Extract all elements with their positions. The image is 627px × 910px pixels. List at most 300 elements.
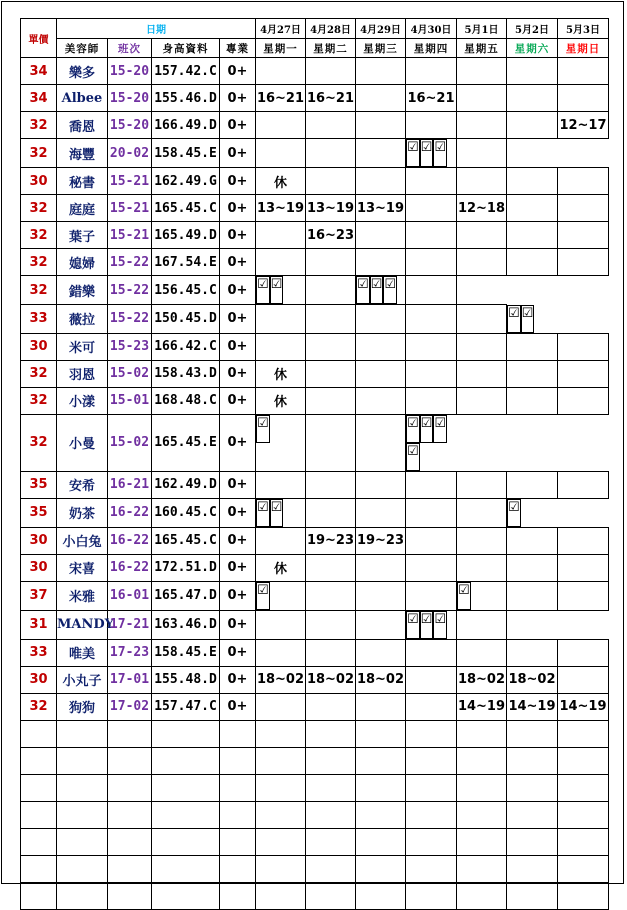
shift-cell: 15-02 xyxy=(108,414,152,471)
table-row xyxy=(21,195,609,222)
day-cell xyxy=(457,305,507,334)
table-row xyxy=(21,471,609,498)
empty-cell xyxy=(457,747,507,774)
day-cell xyxy=(507,639,558,666)
day-cell xyxy=(558,387,609,414)
empty-cell xyxy=(152,855,220,882)
empty-cell xyxy=(21,720,57,747)
special-cell: 0+ xyxy=(220,554,256,581)
day-cell xyxy=(457,360,507,387)
empty-cell xyxy=(457,720,507,747)
column-header-special: 專業 xyxy=(220,39,256,58)
empty-cell xyxy=(108,774,152,801)
day-cell xyxy=(406,333,457,360)
checkbox-checked-icon: ☑ xyxy=(507,305,521,333)
day-cell xyxy=(306,387,356,414)
checkbox-checked-icon: ☑ xyxy=(256,415,270,443)
empty-cell xyxy=(356,828,406,855)
table-row xyxy=(21,527,609,554)
stylist-name-cell: 奶茶 xyxy=(57,498,108,527)
empty-cell xyxy=(457,828,507,855)
stats-cell: 158.45.E xyxy=(152,639,220,666)
day-cell xyxy=(507,222,558,249)
empty-cell xyxy=(558,855,609,882)
empty-cell xyxy=(152,774,220,801)
special-cell: 0+ xyxy=(220,498,256,527)
day-cell xyxy=(256,58,306,85)
day-cell xyxy=(406,471,457,498)
stylist-name-cell: 樂多 xyxy=(57,58,108,85)
day-cell xyxy=(558,168,609,195)
weekday-cell: 星期一 xyxy=(256,39,306,58)
day-cell xyxy=(356,387,406,414)
weekday-cell: 星期二 xyxy=(306,39,356,58)
stylist-name-cell: 小丸子 xyxy=(57,666,108,693)
price-cell: 32 xyxy=(21,276,57,305)
empty-row xyxy=(21,747,609,774)
day-cell xyxy=(406,639,457,666)
checkbox-checked-icon: ☑ xyxy=(420,415,434,443)
day-cell xyxy=(406,222,457,249)
day-cell: 12~18 xyxy=(457,195,507,222)
special-cell: 0+ xyxy=(220,58,256,85)
empty-cell xyxy=(356,801,406,828)
date-cell: 4月29日 xyxy=(356,19,406,39)
empty-cell xyxy=(558,747,609,774)
day-cell xyxy=(507,249,558,276)
checkbox-checked-icon: ☑ xyxy=(256,276,270,304)
stats-cell: 166.49.D xyxy=(152,112,220,139)
day-cell xyxy=(306,249,356,276)
day-cell xyxy=(457,554,507,581)
day-cell xyxy=(306,414,356,471)
stylist-name-cell: MANDY xyxy=(57,610,108,639)
shift-cell: 15-20 xyxy=(108,85,152,112)
price-cell: 30 xyxy=(21,554,57,581)
shift-cell: 17-02 xyxy=(108,693,152,720)
day-cell xyxy=(406,305,457,334)
stats-cell: 165.45.E xyxy=(152,414,220,471)
checkbox-checked-icon: ☑ xyxy=(433,139,447,167)
date-cell: 5月1日 xyxy=(457,19,507,39)
day-cell xyxy=(457,58,507,85)
checkbox-checked-icon: ☑ xyxy=(420,139,434,167)
empty-cell xyxy=(356,882,406,909)
column-header-shift: 班次 xyxy=(108,39,152,58)
day-cell xyxy=(356,639,406,666)
empty-cell xyxy=(306,882,356,909)
stats-cell: 162.49.G xyxy=(152,168,220,195)
table-row xyxy=(21,610,609,639)
day-cell xyxy=(356,305,406,334)
empty-cell xyxy=(21,828,57,855)
day-cell xyxy=(306,112,356,139)
day-cell xyxy=(306,610,356,639)
stats-cell: 165.45.C xyxy=(152,195,220,222)
day-cell xyxy=(306,333,356,360)
shift-cell: 15-02 xyxy=(108,360,152,387)
empty-cell xyxy=(558,801,609,828)
stylist-name-cell: 狗狗 xyxy=(57,693,108,720)
stylist-name-cell: 喬恩 xyxy=(57,112,108,139)
special-cell: 0+ xyxy=(220,249,256,276)
empty-cell xyxy=(220,774,256,801)
empty-cell xyxy=(108,855,152,882)
special-cell: 0+ xyxy=(220,527,256,554)
stats-cell: 165.47.D xyxy=(152,581,220,610)
price-cell: 32 xyxy=(21,249,57,276)
empty-cell xyxy=(152,720,220,747)
empty-cell xyxy=(220,801,256,828)
table-row xyxy=(21,666,609,693)
day-cell xyxy=(306,471,356,498)
special-cell: 0+ xyxy=(220,222,256,249)
table-row xyxy=(21,305,609,334)
day-cell: 休 xyxy=(256,554,306,581)
day-cell xyxy=(306,168,356,195)
price-cell: 32 xyxy=(21,222,57,249)
stats-cell: 163.46.D xyxy=(152,610,220,639)
day-cell xyxy=(558,527,609,554)
day-cell xyxy=(558,360,609,387)
day-cell: 18~02 xyxy=(306,666,356,693)
day-cell: 18~02 xyxy=(256,666,306,693)
special-cell: 0+ xyxy=(220,666,256,693)
shift-cell: 15-22 xyxy=(108,249,152,276)
empty-cell xyxy=(152,828,220,855)
day-cell xyxy=(406,693,457,720)
shift-cell: 16-22 xyxy=(108,554,152,581)
checkbox-checked-icon: ☑ xyxy=(256,582,270,610)
empty-row xyxy=(21,720,609,747)
checkbox-checked-icon: ☑ xyxy=(433,611,447,639)
empty-cell xyxy=(306,855,356,882)
day-cell xyxy=(558,639,609,666)
day-cell xyxy=(256,249,306,276)
price-cell: 32 xyxy=(21,139,57,168)
day-cell xyxy=(356,139,406,168)
day-cell xyxy=(558,471,609,498)
day-cell xyxy=(356,222,406,249)
stylist-name-cell: 羽恩 xyxy=(57,360,108,387)
price-cell: 33 xyxy=(21,639,57,666)
stats-cell: 155.46.D xyxy=(152,85,220,112)
price-cell: 32 xyxy=(21,360,57,387)
table-row xyxy=(21,693,609,720)
empty-cell xyxy=(152,882,220,909)
column-header-stylist: 美容師 xyxy=(57,39,108,58)
day-cell xyxy=(507,112,558,139)
day-cell xyxy=(306,305,356,334)
day-cell xyxy=(406,498,457,527)
empty-cell xyxy=(21,882,57,909)
empty-cell xyxy=(256,801,306,828)
table-row xyxy=(21,85,609,112)
empty-cell xyxy=(507,828,558,855)
stats-cell: 157.47.C xyxy=(152,693,220,720)
empty-cell xyxy=(220,747,256,774)
day-cell xyxy=(356,498,406,527)
stylist-name-cell: 宋喜 xyxy=(57,554,108,581)
date-cell: 5月2日 xyxy=(507,19,558,39)
day-cell xyxy=(256,639,306,666)
empty-cell xyxy=(220,882,256,909)
day-cell xyxy=(356,471,406,498)
header-row-dates xyxy=(21,19,609,39)
day-cell xyxy=(406,527,457,554)
stylist-name-cell: 安希 xyxy=(57,471,108,498)
day-cell: 14~19 xyxy=(558,693,609,720)
empty-cell xyxy=(57,801,108,828)
day-cell: 18~02 xyxy=(356,666,406,693)
day-cell xyxy=(356,333,406,360)
empty-cell xyxy=(306,774,356,801)
empty-cell xyxy=(356,720,406,747)
checkbox-checked-icon: ☑ xyxy=(457,582,471,610)
checkbox-checked-icon: ☑ xyxy=(356,276,370,304)
special-cell: 0+ xyxy=(220,85,256,112)
day-cell xyxy=(406,360,457,387)
day-cell xyxy=(306,276,356,305)
table-row xyxy=(21,139,609,168)
day-cell xyxy=(406,276,457,305)
special-cell: 0+ xyxy=(220,305,256,334)
special-cell: 0+ xyxy=(220,112,256,139)
day-cell xyxy=(406,195,457,222)
empty-cell xyxy=(356,774,406,801)
shift-cell: 17-21 xyxy=(108,610,152,639)
day-cell: 13~19 xyxy=(306,195,356,222)
stats-cell: 172.51.D xyxy=(152,554,220,581)
checkbox-checked-icon: ☑ xyxy=(406,415,420,443)
empty-cell xyxy=(220,828,256,855)
day-cell: 14~19 xyxy=(507,693,558,720)
empty-cell xyxy=(558,882,609,909)
empty-cell xyxy=(108,882,152,909)
empty-cell xyxy=(457,774,507,801)
shift-cell: 15-22 xyxy=(108,305,152,334)
date-cell: 4月28日 xyxy=(306,19,356,39)
checkbox-checked-icon: ☑ xyxy=(507,499,521,527)
stylist-name-cell: 小漾 xyxy=(57,387,108,414)
date-cell: 4月30日 xyxy=(406,19,457,39)
day-cell xyxy=(356,168,406,195)
shift-cell: 17-01 xyxy=(108,666,152,693)
stylist-name-cell: 庭庭 xyxy=(57,195,108,222)
special-cell: 0+ xyxy=(220,414,256,471)
day-cell xyxy=(457,387,507,414)
special-cell: 0+ xyxy=(220,581,256,610)
weekday-cell-sunday: 星期日 xyxy=(558,39,609,58)
date-header: 日期 xyxy=(57,19,256,39)
checkbox-checked-icon: ☑ xyxy=(270,499,284,527)
price-cell: 30 xyxy=(21,527,57,554)
day-cell: 19~23 xyxy=(306,527,356,554)
stats-cell: 160.45.C xyxy=(152,498,220,527)
shift-cell: 15-21 xyxy=(108,168,152,195)
checkbox-checked-icon: ☑ xyxy=(406,443,420,471)
empty-cell xyxy=(356,855,406,882)
day-cell: 休 xyxy=(256,387,306,414)
shift-cell: 15-20 xyxy=(108,112,152,139)
checkbox-checked-icon: ☑ xyxy=(420,611,434,639)
empty-cell xyxy=(406,774,457,801)
empty-cell xyxy=(406,720,457,747)
price-cell: 32 xyxy=(21,693,57,720)
table-row xyxy=(21,222,609,249)
empty-cell xyxy=(57,747,108,774)
day-cell: 18~02 xyxy=(457,666,507,693)
price-cell: 33 xyxy=(21,305,57,334)
empty-row xyxy=(21,855,609,882)
day-cell xyxy=(406,581,457,610)
empty-cell xyxy=(256,882,306,909)
empty-cell xyxy=(507,720,558,747)
price-cell: 31 xyxy=(21,610,57,639)
day-cell xyxy=(507,527,558,554)
day-cell: 13~19 xyxy=(356,195,406,222)
weekday-cell: 星期四 xyxy=(406,39,457,58)
price-cell: 32 xyxy=(21,195,57,222)
checkbox-checked-icon: ☑ xyxy=(406,139,420,167)
day-cell xyxy=(457,139,507,168)
stats-cell: 168.48.C xyxy=(152,387,220,414)
table-row xyxy=(21,360,609,387)
shift-cell: 15-20 xyxy=(108,58,152,85)
day-cell xyxy=(507,58,558,85)
empty-row xyxy=(21,828,609,855)
day-cell xyxy=(558,58,609,85)
shift-cell: 16-01 xyxy=(108,581,152,610)
empty-row xyxy=(21,774,609,801)
day-cell xyxy=(356,554,406,581)
special-cell: 0+ xyxy=(220,333,256,360)
empty-cell xyxy=(108,828,152,855)
day-cell xyxy=(356,610,406,639)
day-cell: 16~21 xyxy=(406,85,457,112)
stylist-name-cell: 米雅 xyxy=(57,581,108,610)
shift-cell: 16-22 xyxy=(108,498,152,527)
stats-cell: 150.45.D xyxy=(152,305,220,334)
stylist-name-cell: 唯美 xyxy=(57,639,108,666)
stylist-name-cell: 葉子 xyxy=(57,222,108,249)
price-cell: 35 xyxy=(21,471,57,498)
day-cell xyxy=(406,58,457,85)
day-cell xyxy=(507,387,558,414)
shift-cell: 17-23 xyxy=(108,639,152,666)
table-row xyxy=(21,58,609,85)
shift-cell: 20-02 xyxy=(108,139,152,168)
day-cell xyxy=(356,249,406,276)
stats-cell: 157.42.C xyxy=(152,58,220,85)
day-cell xyxy=(306,360,356,387)
special-cell: 0+ xyxy=(220,168,256,195)
day-cell xyxy=(406,387,457,414)
stats-cell: 166.42.C xyxy=(152,333,220,360)
table-row xyxy=(21,498,609,527)
price-cell: 37 xyxy=(21,581,57,610)
empty-cell xyxy=(507,747,558,774)
empty-cell xyxy=(356,747,406,774)
stylist-name-cell: 小曼 xyxy=(57,414,108,471)
day-cell xyxy=(306,581,356,610)
stylist-name-cell: 秘書 xyxy=(57,168,108,195)
stats-cell: 158.43.D xyxy=(152,360,220,387)
stylist-name-cell: 薇拉 xyxy=(57,305,108,334)
stats-cell: 165.49.D xyxy=(152,222,220,249)
day-cell: 12~17 xyxy=(558,112,609,139)
day-cell xyxy=(356,414,406,471)
day-cell xyxy=(507,471,558,498)
day-cell xyxy=(306,498,356,527)
day-cell xyxy=(306,139,356,168)
shift-cell: 15-21 xyxy=(108,222,152,249)
empty-cell xyxy=(406,747,457,774)
empty-cell xyxy=(220,855,256,882)
stylist-name-cell: 海豐 xyxy=(57,139,108,168)
day-cell xyxy=(558,195,609,222)
shift-cell: 15-22 xyxy=(108,276,152,305)
weekday-cell: 星期三 xyxy=(356,39,406,58)
day-cell xyxy=(507,554,558,581)
empty-cell xyxy=(220,720,256,747)
shift-cell: 15-01 xyxy=(108,387,152,414)
day-cell xyxy=(256,693,306,720)
day-cell xyxy=(457,610,507,639)
day-cell xyxy=(558,554,609,581)
day-cell xyxy=(356,85,406,112)
day-cell xyxy=(457,112,507,139)
stylist-name-cell: 小白兔 xyxy=(57,527,108,554)
day-cell xyxy=(457,168,507,195)
empty-cell xyxy=(108,747,152,774)
price-cell: 32 xyxy=(21,387,57,414)
day-cell xyxy=(507,333,558,360)
day-cell xyxy=(306,693,356,720)
empty-cell xyxy=(457,882,507,909)
date-cell: 4月27日 xyxy=(256,19,306,39)
empty-cell xyxy=(57,828,108,855)
price-header: 單價 xyxy=(21,19,57,58)
stats-cell: 165.45.C xyxy=(152,527,220,554)
empty-cell xyxy=(152,801,220,828)
table-row xyxy=(21,276,609,305)
table-row xyxy=(21,168,609,195)
checkbox-checked-icon: ☑ xyxy=(433,415,447,443)
day-cell: 16~21 xyxy=(306,85,356,112)
day-cell xyxy=(558,666,609,693)
price-cell: 34 xyxy=(21,85,57,112)
empty-cell xyxy=(108,801,152,828)
day-cell xyxy=(356,112,406,139)
stylist-name-cell: 米可 xyxy=(57,333,108,360)
day-cell xyxy=(558,581,609,610)
price-cell: 32 xyxy=(21,112,57,139)
day-cell xyxy=(406,666,457,693)
special-cell: 0+ xyxy=(220,387,256,414)
empty-cell xyxy=(21,801,57,828)
special-cell: 0+ xyxy=(220,360,256,387)
empty-cell xyxy=(406,801,457,828)
day-cell xyxy=(507,581,558,610)
shift-cell: 16-22 xyxy=(108,527,152,554)
column-header-stats: 身高資料 xyxy=(152,39,220,58)
empty-cell xyxy=(306,720,356,747)
day-cell xyxy=(356,581,406,610)
table-row xyxy=(21,639,609,666)
day-cell xyxy=(457,498,507,527)
day-cell xyxy=(356,360,406,387)
